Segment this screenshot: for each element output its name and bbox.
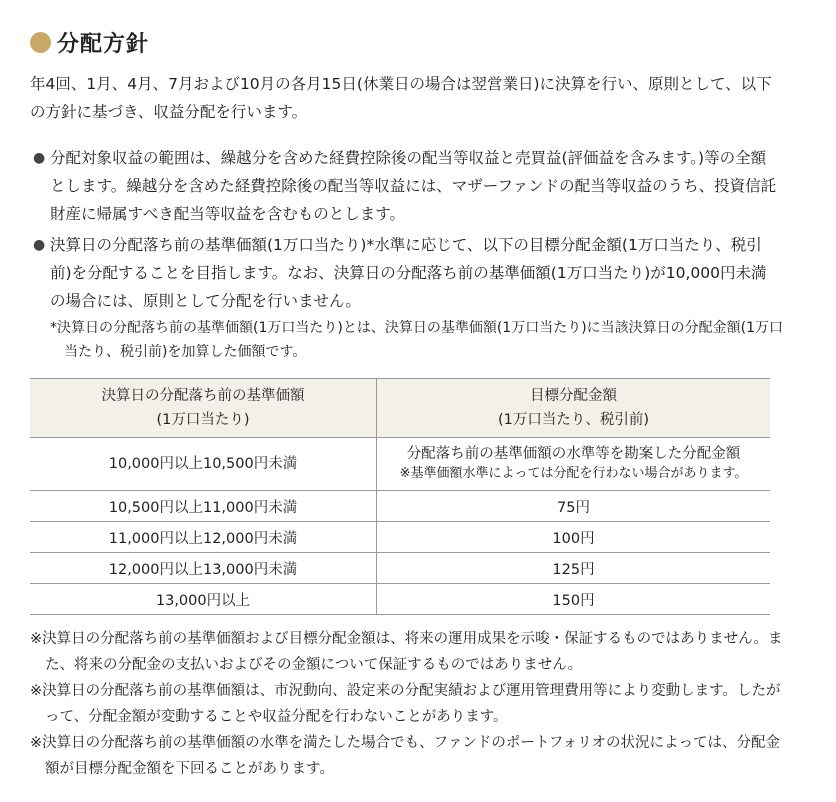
table-row: [30, 491, 770, 522]
bullet-dot-icon: ●: [33, 237, 46, 253]
target-amount-cell: 75円: [377, 491, 771, 522]
table-row: [30, 522, 770, 553]
header-nav-range-line1: 決算日の分配落ち前の基準価額: [101, 388, 305, 404]
header-target-amount-line2: (1万口当たり、税引前): [497, 412, 650, 428]
nav-range-cell: 11,000円以上12,000円未満: [30, 522, 377, 553]
table-row: [30, 553, 770, 584]
nav-range-cell: 12,000円以上13,000円未満: [30, 553, 377, 584]
bullet-dot-icon: ●: [33, 150, 46, 166]
policy-bullet-list: [30, 144, 780, 318]
disclaimer-list: [30, 626, 790, 782]
disclaimer-item: ※決算日の分配落ち前の基準価額および目標分配金額は、将来の運用成果を示唆・保証するものではありません。また、将来の分配金の支払いおよびその金額について保証するものではありません。: [30, 631, 783, 673]
policy-bullet-text: 決算日の分配落ち前の基準価額(1万口当たり)*水準に応じて、以下の目標分配金額(1万口当たり、税引前)を分配することを目指します。なお、決算日の分配落ち前の基準価額(1万口当たり)が10,000円未満の場合には、原則として分配を行いません。: [50, 236, 767, 310]
target-amount-cell: [377, 438, 771, 491]
disclaimer-item: ※決算日の分配落ち前の基準価額は、市況動向、設定来の分配実績および運用管理費用等により変動します。したがって、分配金額が変動することや収益分配を行わないことがあります。: [30, 683, 781, 725]
section-title: 分配方針: [57, 31, 150, 57]
circle-bullet-icon: [30, 32, 51, 53]
section-heading: [30, 26, 149, 58]
nav-range-cell: 10,500円以上11,000円未満: [30, 491, 377, 522]
header-target-amount-line1: 目標分配金額: [530, 388, 617, 404]
target-amount-note: ※基準価額水準によっては分配を行わない場合があります。: [399, 466, 748, 481]
table-row: [30, 438, 770, 491]
target-amount-cell: 150円: [377, 584, 771, 615]
nav-definition-note: *決算日の分配落ち前の基準価額(1万口当たり)とは、決算日の基準価額(1万口当たり)に当該決算日の分配金額(1万口当たり、税引前)を加算した価額です。: [50, 320, 784, 360]
nav-range-cell: 13,000円以上: [30, 584, 377, 615]
target-amount-cell: 100円: [377, 522, 771, 553]
header-target-amount: [377, 379, 771, 438]
table-header-row: [30, 379, 770, 438]
policy-bullet-text: 分配対象収益の範囲は、繰越分を含めた経費控除後の配当等収益と売買益(評価益を含みます。)等の全額とします。繰越分を含めた経費控除後の配当等収益には、マザーファンドの配当等収益のうち、投資信託財産に帰属すべき配当等収益を含むものとします。: [50, 149, 777, 223]
target-amount-cell: 125円: [377, 553, 771, 584]
target-amount-text: 分配落ち前の基準価額の水準等を勘案した分配金額: [406, 446, 741, 462]
header-nav-range: [30, 379, 377, 438]
disclaimer-item: ※決算日の分配落ち前の基準価額の水準を満たした場合でも、ファンドのポートフォリオの状況によっては、分配金額が目標分配金額を下回ることがあります。: [30, 735, 781, 777]
header-nav-range-line2: (1万口当たり): [156, 412, 250, 428]
intro-paragraph: 年4回、1月、4月、7月および10月の各月15日(休業日の場合は翌営業日)に決算を行い、原則として、以下の方針に基づき、収益分配を行います。: [30, 75, 772, 121]
target-distribution-table: [30, 378, 770, 615]
table-row: [30, 584, 770, 615]
policy-bullet-item: [30, 144, 780, 228]
policy-bullet-item: [30, 231, 780, 315]
nav-range-cell: 10,000円以上10,500円未満: [30, 438, 377, 491]
